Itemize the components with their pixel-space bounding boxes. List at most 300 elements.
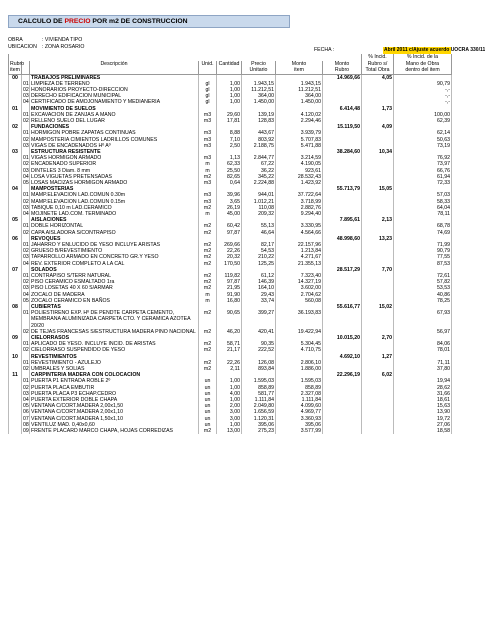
quantity: 8,88 <box>217 130 242 136</box>
quantity: 3,00 <box>217 416 242 422</box>
quantity: 20,32 <box>217 254 242 260</box>
description: CARPINTERIA MADERA CON COLOCACION <box>30 372 199 378</box>
unit: m2 <box>199 428 217 434</box>
fecha-label: FECHA : <box>314 47 335 53</box>
unit <box>199 74 217 81</box>
quantity: 269,66 <box>217 242 242 248</box>
item-number: 04 <box>23 397 29 404</box>
unit-price: 2.224,88 <box>242 180 276 186</box>
header-precio: Precio <box>242 61 276 68</box>
quantity: 1,00 <box>217 87 242 93</box>
item-number: 03 <box>23 285 29 292</box>
quantity: 2,50 <box>217 143 242 149</box>
item-amount: 4.710,75 <box>276 347 323 353</box>
unit-price: 1.111,84 <box>242 397 276 403</box>
description: APLICADO DE YESO. INCLUYE INCID. DE ARISTAS <box>30 341 199 347</box>
chapter-number: 07 <box>9 267 22 273</box>
unit-price: 164,10 <box>242 285 276 291</box>
item-number: 01 <box>23 111 29 118</box>
quantity: 22,26 <box>217 360 242 366</box>
unit-price: 1.120,31 <box>242 416 276 422</box>
item-number: 04 <box>23 173 29 180</box>
item-amount: 2.704,62 <box>276 292 323 298</box>
unit: m2 <box>199 248 217 254</box>
ubicacion-value: : ZONA ROSARIO <box>42 44 85 50</box>
quantity: 22,26 <box>217 248 242 254</box>
unit-price: 128,83 <box>242 118 276 124</box>
labor-incidence: 19,94 <box>394 378 452 384</box>
unit: un <box>199 385 217 391</box>
description: FUNDACIONES <box>30 124 199 130</box>
item-amount: 14.327,19 <box>276 279 323 285</box>
chapter-amount: 55.616,77 <box>323 304 362 310</box>
item-amount: 1.595,03 <box>276 378 323 384</box>
quantity: 62,33 <box>217 161 242 167</box>
item-amount: 3.577,99 <box>276 428 323 434</box>
labor-incidence: 90,79 <box>394 81 452 87</box>
header-monto-rubro: Monto <box>323 61 362 68</box>
unit-price: 345,22 <box>242 174 276 180</box>
labor-incidence: 62,14 <box>394 130 452 136</box>
header-incid-rubro-1: % Incid. <box>362 54 394 61</box>
description: UMBRALES Y SOLIAS <box>30 366 199 372</box>
labor-incidence: 100,00 <box>394 112 452 118</box>
item-number: 05 <box>23 297 29 304</box>
item-amount: 3.602,00 <box>276 285 323 291</box>
description: PUERTA PLACA P3 ECHAP.CEDRO <box>30 391 199 397</box>
item-amount: 364,00 <box>276 93 323 99</box>
unit: m2 <box>199 254 217 260</box>
description: CUBIERTAS <box>30 304 199 310</box>
header-incid-mo-3: dentro del item <box>394 67 452 74</box>
item-number: 02 <box>23 366 29 373</box>
item-amount: 4.190,05 <box>276 161 323 167</box>
chapter-amount: 55.713,79 <box>323 186 362 192</box>
labor-incidence: 72,61 <box>394 273 452 279</box>
item-amount: 9.294,40 <box>276 211 323 217</box>
quantity: 1,00 <box>217 81 242 87</box>
item-amount: 1.111,84 <box>276 397 323 403</box>
unit: gl <box>199 81 217 87</box>
header-incid-rubro-3: Total Obra <box>362 67 394 74</box>
chapter-amount: 6.414,48 <box>323 106 362 112</box>
labor-incidence: 90,79 <box>394 248 452 254</box>
unit: m3 <box>199 118 217 124</box>
labor-incidence: 27,06 <box>394 422 452 428</box>
quantity: 58,71 <box>217 341 242 347</box>
item-amount: 2.294,46 <box>276 118 323 124</box>
unit-price: 1.595,03 <box>242 378 276 384</box>
description: RELLENO SUELO DEL LUGAR <box>30 118 199 124</box>
item-number: 01 <box>23 223 29 230</box>
labor-incidence: 73,19 <box>394 143 452 149</box>
item-amount: 923,61 <box>276 168 323 174</box>
unit-price: 2.188,75 <box>242 143 276 149</box>
unit-price: 893,84 <box>242 366 276 372</box>
labor-incidence: 56,97 <box>394 329 452 335</box>
labor-incidence: -,- <box>394 99 452 105</box>
labor-incidence: 77,55 <box>394 254 452 260</box>
item-number: 01 <box>23 80 29 87</box>
item-number: 03 <box>23 204 29 211</box>
unit: un <box>199 391 217 397</box>
description: HONORARIOS PROYECTO-DIRECCION <box>30 87 199 93</box>
chapter-number: 08 <box>9 304 22 310</box>
labor-incidence: 13,90 <box>394 409 452 415</box>
description: REVESTIMIENTO - AZULEJO <box>30 360 199 366</box>
labor-incidence: 15,63 <box>394 403 452 409</box>
quantity: 82,65 <box>217 174 242 180</box>
unit-price: 2.049,80 <box>242 403 276 409</box>
item-amount: 4.969,77 <box>276 409 323 415</box>
item-amount: 3.939,79 <box>276 130 323 136</box>
unit-price: 222,52 <box>242 347 276 353</box>
chapter-amount: 15.119,50 <box>323 124 362 130</box>
item-number: 04 <box>23 260 29 267</box>
chapter-incidence: 1,73 <box>362 106 394 112</box>
unit: m2 <box>199 360 217 366</box>
labor-incidence: 61,94 <box>394 174 452 180</box>
description: GRUESO B/REVESTIMIENTO <box>30 248 199 254</box>
quantity: 7,10 <box>217 137 242 143</box>
labor-incidence: 73,97 <box>394 161 452 167</box>
quantity: 91,90 <box>217 292 242 298</box>
description: AISLACIONES <box>30 217 199 223</box>
item-amount: 5.707,83 <box>276 137 323 143</box>
unit-price: 858,89 <box>242 385 276 391</box>
unit: un <box>199 397 217 403</box>
item-amount: 395,06 <box>276 422 323 428</box>
unit: m3 <box>199 199 217 205</box>
description: EXCAVACION DE ZANJAS A MANO <box>30 112 199 118</box>
chapter-amount: 38.284,60 <box>323 149 362 155</box>
header-monto-item: item <box>276 67 323 74</box>
item-number: 02 <box>23 136 29 143</box>
chapter-amount: 10.015,20 <box>323 335 362 341</box>
item-amount: 2.806,10 <box>276 360 323 366</box>
item-amount: 19.422,94 <box>276 329 323 335</box>
unit-price: 82,17 <box>242 242 276 248</box>
item-number: 02 <box>23 161 29 168</box>
quantity: 1,00 <box>217 422 242 428</box>
labor-incidence: 71,11 <box>394 360 452 366</box>
item-amount: 22.157,96 <box>276 242 323 248</box>
unit-price: 420,41 <box>242 329 276 335</box>
chapter-incidence: 15,02 <box>362 304 394 310</box>
unit: un <box>199 403 217 409</box>
date-note: Abril 2011 c/Ajuste acuerdo UOCRA 330/11 <box>384 47 485 53</box>
description: MAMP.ELEVACION LAD.COMUN 0.15m <box>30 199 199 205</box>
unit-price: 364,00 <box>242 93 276 99</box>
item-amount: 1.423,92 <box>276 180 323 186</box>
unit-price: 33,74 <box>242 298 276 304</box>
obra-value: : VIVIENDA TIPO <box>42 37 83 43</box>
unit: m2 <box>199 230 217 236</box>
item-number <box>22 74 30 81</box>
quantity: 45,00 <box>217 211 242 217</box>
header-incid-mo-2: Mano de Obra <box>394 61 452 68</box>
unit-price: 67,22 <box>242 161 276 167</box>
unit: m2 <box>199 223 217 229</box>
item-amount: 3.214,59 <box>276 155 323 161</box>
chapter-amount: 4.692,10 <box>323 354 362 360</box>
item-amount: 4.099,60 <box>276 403 323 409</box>
unit-price: 125,25 <box>242 261 276 267</box>
quantity: 3,00 <box>217 409 242 415</box>
quantity: 2,00 <box>217 403 242 409</box>
description: DE TEJAS FRANCESAS S/ESTRUCTURA MADERA PINO NACIONAL <box>30 329 199 335</box>
unit-price: 110,08 <box>242 205 276 211</box>
header-cantidad: Cantidad <box>217 61 242 68</box>
item-amount: 3.718,99 <box>276 199 323 205</box>
unit-price: 1.450,00 <box>242 99 276 105</box>
quantity: 90,65 <box>217 310 242 329</box>
unit: m3 <box>199 155 217 161</box>
quantity: 97,87 <box>217 230 242 236</box>
item-number: 02 <box>23 86 29 93</box>
chapter-amount <box>323 428 362 434</box>
header-monto: Monto <box>276 61 323 68</box>
labor-incidence: 19,72 <box>394 416 452 422</box>
description: CAPA AISLADORA S/CONTRAPISO <box>30 230 199 236</box>
chapter-incidence: 2,70 <box>362 335 394 341</box>
item-amount: 5.471,88 <box>276 143 323 149</box>
description: VENTILUZ MAD. 0,40x0,60 <box>30 422 199 428</box>
item-number: 02 <box>23 328 29 335</box>
quantity: 1,00 <box>217 93 242 99</box>
item-amount: 4.271,67 <box>276 254 323 260</box>
title-suffix: POR m2 DE CONSTRUCCION <box>90 18 188 25</box>
description: TABIQUE 0,10 m LAD.CERAMICO <box>30 205 199 211</box>
unit: m <box>199 298 217 304</box>
quantity <box>217 74 242 81</box>
item-number: 02 <box>23 248 29 255</box>
description: DOBLE HORIZONTAL <box>30 223 199 229</box>
description: DINTELES 3 Diam. 8 mm <box>30 168 199 174</box>
budget-rows <box>9 74 452 434</box>
chapter-incidence: 7,70 <box>362 267 394 273</box>
item-amount: 3.360,93 <box>276 416 323 422</box>
description: MOJINETE LAD.COM. TERMINADO <box>30 211 199 217</box>
labor-incidence: -,- <box>394 93 452 99</box>
item-number: 07 <box>23 415 29 422</box>
quantity: 39,96 <box>217 192 242 198</box>
quantity: 3,65 <box>217 199 242 205</box>
item-number: 03 <box>23 93 29 100</box>
labor-incidence: 76,92 <box>394 155 452 161</box>
item-number: 01 <box>23 359 29 366</box>
item-number: 02 <box>23 198 29 205</box>
quantity: 4,00 <box>217 391 242 397</box>
table-row <box>9 428 452 434</box>
labor-incidence: 78,11 <box>394 211 452 217</box>
unit-price: 443,67 <box>242 130 276 136</box>
description: TRABAJOS PRELIMINARES <box>30 74 199 81</box>
unit: un <box>199 409 217 415</box>
labor-incidence: 68,78 <box>394 223 452 229</box>
description: CONTRAPISO S/TERR NATURAL <box>30 273 199 279</box>
description: PUERTA PLACA EMBUTIR <box>30 385 199 391</box>
quantity: 29,60 <box>217 112 242 118</box>
description: PUERTA EXTERIOR DOBLE CHAPA <box>30 397 199 403</box>
item-amount: 7.323,40 <box>276 273 323 279</box>
unit: m2 <box>199 329 217 335</box>
chapter-number <box>9 310 22 329</box>
unit: m3 <box>199 130 217 136</box>
chapter-number: 11 <box>9 372 22 378</box>
quantity: 119,82 <box>217 273 242 279</box>
unit: gl <box>199 93 217 99</box>
item-amount: 1.886,00 <box>276 366 323 372</box>
chapter-amount: 22.296,19 <box>323 372 362 378</box>
item-number: 08 <box>23 421 29 428</box>
header-rubro: Rubro <box>10 60 25 67</box>
description: FRENTE PLACARD MARCO CHAPA, HOJAS CORREDIZAS <box>30 428 199 434</box>
unit-price: 209,32 <box>242 211 276 217</box>
description: LOSA VIGUETAS PRETENSADAS <box>30 174 199 180</box>
description: CIELORRASO SUSPENDIDO DE YESO <box>30 347 199 353</box>
item-amount: 21.355,13 <box>276 261 323 267</box>
chapter-number: 02 <box>9 124 22 130</box>
description: PUERTA P1 ENTRADA ROBLE 2º <box>30 378 199 384</box>
quantity: 97,87 <box>217 279 242 285</box>
unit-price: 395,06 <box>242 422 276 428</box>
description: DERECHO EDIFICACION MUNICIPAL <box>30 93 199 99</box>
labor-incidence: 57,03 <box>394 192 452 198</box>
unit-price: 36,22 <box>242 168 276 174</box>
item-number: 05 <box>23 179 29 186</box>
labor-incidence: 71,99 <box>394 242 452 248</box>
description: PISO LOSETAS 40 X 60 S/ARMAR <box>30 285 199 291</box>
description: VENTANA C/CORT.MADERA 2,00x1,50 <box>30 403 199 409</box>
table-row <box>9 310 452 329</box>
unit-price: 581,77 <box>242 391 276 397</box>
item-number: 01 <box>23 155 29 162</box>
unit: m2 <box>199 261 217 267</box>
labor-incidence: 31,66 <box>394 391 452 397</box>
quantity: 21,17 <box>217 347 242 353</box>
chapter-incidence <box>362 310 394 329</box>
labor-incidence: 67,93 <box>394 310 452 329</box>
labor-incidence: 18,61 <box>394 397 452 403</box>
quantity: 60,42 <box>217 223 242 229</box>
chapter-amount: 48.998,60 <box>323 236 362 242</box>
unit: m2 <box>199 174 217 180</box>
unit: un <box>199 416 217 422</box>
item-amount: 4.120,02 <box>276 112 323 118</box>
item-number: 04 <box>23 99 29 106</box>
item-amount: 37.722,64 <box>276 192 323 198</box>
ubicacion-label: UBICACION <box>8 44 37 50</box>
unit-price: 210,22 <box>242 254 276 260</box>
unit: m2 <box>199 341 217 347</box>
unit: gl <box>199 87 217 93</box>
unit-price: 803,92 <box>242 137 276 143</box>
quantity: 1,00 <box>217 99 242 105</box>
header-rubro-2: Rubro <box>323 67 362 74</box>
unit: m2 <box>199 205 217 211</box>
labor-incidence: 57,82 <box>394 279 452 285</box>
item-number: 01 <box>23 130 29 137</box>
item-number: 03 <box>23 167 29 174</box>
unit-price: 1.012,21 <box>242 199 276 205</box>
labor-incidence: 18,58 <box>394 428 452 434</box>
title-prefix: CALCULO DE <box>18 18 65 25</box>
chapter-incidence: 4,05 <box>362 74 394 81</box>
unit-price: 139,19 <box>242 112 276 118</box>
item-amount: 5.304,45 <box>276 341 323 347</box>
quantity: 1,00 <box>217 385 242 391</box>
labor-incidence: 40,86 <box>394 292 452 298</box>
item-amount: 3.330,95 <box>276 223 323 229</box>
unit: m3 <box>199 143 217 149</box>
description: PISO CERAMICO ESMALTADO 1ra <box>30 279 199 285</box>
unit-price: 944,01 <box>242 192 276 198</box>
chapter-number: 03 <box>9 149 22 155</box>
quantity: 1,00 <box>217 397 242 403</box>
unit-price: 29,43 <box>242 292 276 298</box>
item-number: 02 <box>23 347 29 354</box>
unit-price: 46,64 <box>242 230 276 236</box>
chapter-incidence: 4,09 <box>362 124 394 130</box>
description: HORMIGON POBRE ZAPATAS CONTINUAS <box>30 130 199 136</box>
unit-price: 399,27 <box>242 310 276 329</box>
quantity: 13,00 <box>217 428 242 434</box>
quantity: 46,20 <box>217 329 242 335</box>
labor-incidence: 87,53 <box>394 261 452 267</box>
header-unitario: Unitario <box>242 67 276 74</box>
description: REV. EXTERIOR COMPLETO A LA CAL <box>30 261 199 267</box>
chapter-number: 10 <box>9 354 22 360</box>
labor-incidence: 78,25 <box>394 298 452 304</box>
item-number: 02 <box>23 117 29 124</box>
item-number: 01 <box>23 192 29 199</box>
quantity: 26,19 <box>217 205 242 211</box>
description: MAMPOSTERIAS <box>30 186 199 192</box>
item-number: 02 <box>23 279 29 286</box>
header-descripcion: Descripción <box>30 61 199 68</box>
item-amount: 1.213,84 <box>276 248 323 254</box>
item-amount: 11.212,51 <box>276 87 323 93</box>
item-amount: 560,08 <box>276 298 323 304</box>
chapter-incidence: 2,13 <box>362 217 394 223</box>
description: VIGAS DE ENCADENADOS Hº Aº <box>30 143 199 149</box>
unit-price: 1.656,59 <box>242 409 276 415</box>
chapter-incidence: 13,23 <box>362 236 394 242</box>
labor-incidence: 84,06 <box>394 341 452 347</box>
labor-incidence: 37,80 <box>394 366 452 372</box>
description: ZOCALO DE MADERA <box>30 292 199 298</box>
labor-incidence: 74,69 <box>394 230 452 236</box>
chapter-amount: 14.969,66 <box>323 74 362 81</box>
item-amount <box>276 74 323 81</box>
item-number: 04 <box>23 210 29 217</box>
chapter-incidence: 10,34 <box>362 149 394 155</box>
description: ENCADENADO SUPERIOR <box>30 161 199 167</box>
description: ZOCALO CERAMICO EN BAÑOS <box>30 298 199 304</box>
unit: m <box>199 161 217 167</box>
chapter-amount: 7.895,61 <box>323 217 362 223</box>
quantity: 1,13 <box>217 155 242 161</box>
item-number: 09 <box>23 428 29 435</box>
item-number: 02 <box>23 229 29 236</box>
item-number: 04 <box>23 291 29 298</box>
chapter-number: 09 <box>9 335 22 341</box>
unit: m3 <box>199 180 217 186</box>
chapter-number: 00 <box>9 74 22 81</box>
quantity: 16,80 <box>217 298 242 304</box>
description: MAMPOSTERIA CIMIENTOS LADRILLOS COMUNES <box>30 137 199 143</box>
